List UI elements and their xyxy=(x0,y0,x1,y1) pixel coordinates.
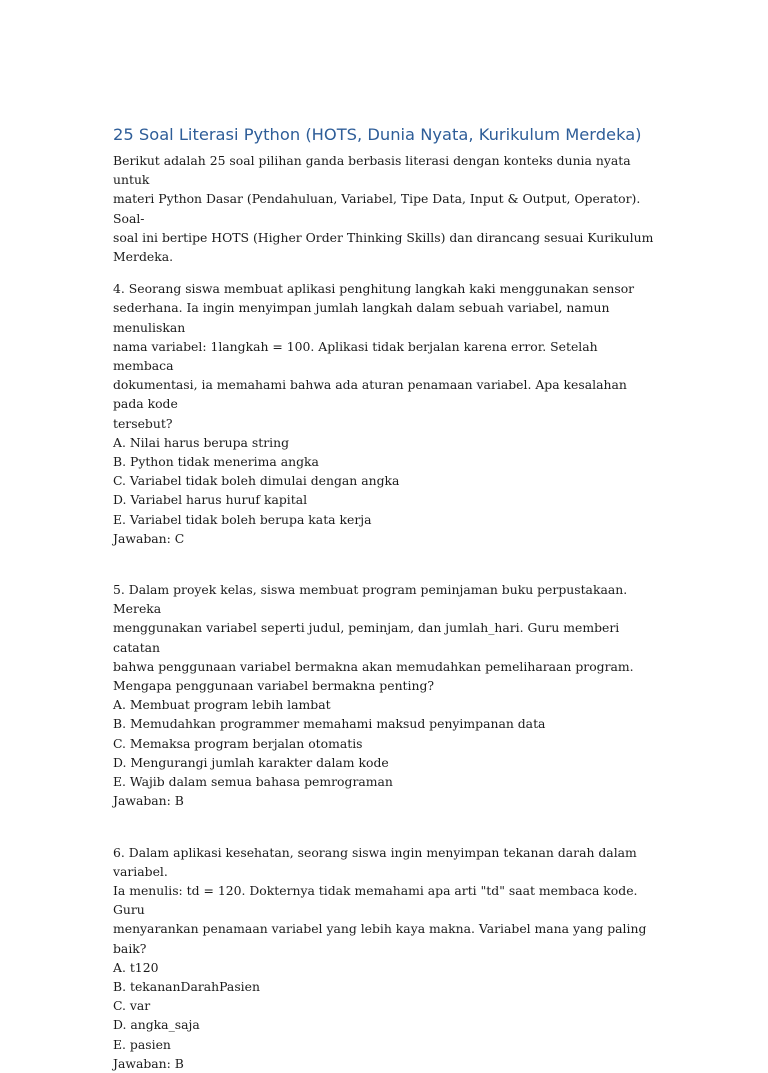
answer-key: Jawaban: B xyxy=(113,793,184,809)
option-c: C. var xyxy=(113,998,151,1014)
question-stem-line: 4. Seorang siswa membuat aplikasi penghitung langkah kaki menggunakan sensor xyxy=(113,281,635,297)
question-stem-line: sederhana. Ia ingin menyimpan jumlah langkah dalam sebuah variabel, namun menuliskan xyxy=(113,300,610,335)
option-b: B. tekananDarahPasien xyxy=(113,978,260,994)
question-6 xyxy=(113,843,661,1073)
question-stem-line: Ia menulis: td = 120. Dokternya tidak memahami apa arti "td" saat membaca kode. Guru xyxy=(113,882,638,918)
paragraph-spacer xyxy=(113,548,661,580)
question-stem-line: menggunakan variabel seperti judul, peminjam, dan jumlah_hari. Guru memberi catatan xyxy=(113,620,620,655)
answer-options xyxy=(113,433,661,529)
paragraph-spacer xyxy=(113,266,661,279)
option-c: C. Memaksa program berjalan otomatis xyxy=(113,735,363,751)
option-d: D. angka_saja xyxy=(113,1017,200,1033)
question-stem-line: nama variabel: 1langkah = 100. Aplikasi tidak berjalan karena error. Setelah membaca xyxy=(113,338,598,374)
option-a: A. Nilai harus berupa string xyxy=(113,434,290,450)
question-stem-line: dokumentasi, ia memahami bahwa ada aturan penamaan variabel. Apa kesalahan pada kode xyxy=(113,377,627,412)
answer-options xyxy=(113,958,661,1054)
intro-paragraph xyxy=(113,151,661,266)
paragraph-spacer xyxy=(113,811,661,843)
option-b: B. Memudahkan programmer memahami maksud penyimpanan data xyxy=(113,716,546,732)
question-stem-line: bahwa penggunaan variabel bermakna akan memudahkan pemeliharaan program. xyxy=(113,658,634,674)
intro-line: soal ini bertipe HOTS (Higher Order Thinking Skills) dan dirancang sesuai Kurikulum xyxy=(113,229,654,245)
question-stem xyxy=(113,843,661,958)
answer-options xyxy=(113,695,661,791)
intro-line: Merdeka. xyxy=(113,249,174,265)
question-4 xyxy=(113,279,661,548)
option-e: E. Variabel tidak boleh berupa kata kerja xyxy=(113,511,372,527)
option-e: E. Wajib dalam semua bahasa pemrograman xyxy=(113,774,393,790)
intro-line: Berikut adalah 25 soal pilihan ganda berbasis literasi dengan konteks dunia nyata untuk xyxy=(113,153,631,188)
answer-key: Jawaban: C xyxy=(113,530,185,546)
question-stem-line: tersebut? xyxy=(113,415,173,431)
question-stem-line: menyarankan penamaan variabel yang lebih kaya makna. Variabel mana yang paling baik? xyxy=(113,921,647,956)
intro-line: materi Python Dasar (Pendahuluan, Variabel, Tipe Data, Input & Output, Operator). Soal- xyxy=(113,191,641,226)
question-stem-line: 5. Dalam proyek kelas, siswa membuat program peminjaman buku perpustakaan. Mereka xyxy=(113,582,628,617)
question-5 xyxy=(113,580,661,810)
question-stem xyxy=(113,580,661,695)
option-a: A. Membuat program lebih lambat xyxy=(113,697,331,713)
option-d: D. Mengurangi jumlah karakter dalam kode xyxy=(113,754,389,770)
option-c: C. Variabel tidak boleh dimulai dengan angka xyxy=(113,473,400,489)
question-stem-line: Mengapa penggunaan variabel bermakna penting? xyxy=(113,678,435,694)
option-e: E. pasien xyxy=(113,1036,171,1052)
answer-key: Jawaban: B xyxy=(113,1055,184,1071)
option-b: B. Python tidak menerima angka xyxy=(113,454,319,470)
document-title: 25 Soal Literasi Python (HOTS, Dunia Nyata, Kurikulum Merdeka) xyxy=(113,125,642,144)
document-page xyxy=(113,124,661,1073)
question-stem-line: 6. Dalam aplikasi kesehatan, seorang siswa ingin menyimpan tekanan darah dalam variabel. xyxy=(113,844,637,879)
question-stem xyxy=(113,279,661,433)
option-d: D. Variabel harus huruf kapital xyxy=(113,492,308,508)
option-a: A. t120 xyxy=(113,959,159,975)
